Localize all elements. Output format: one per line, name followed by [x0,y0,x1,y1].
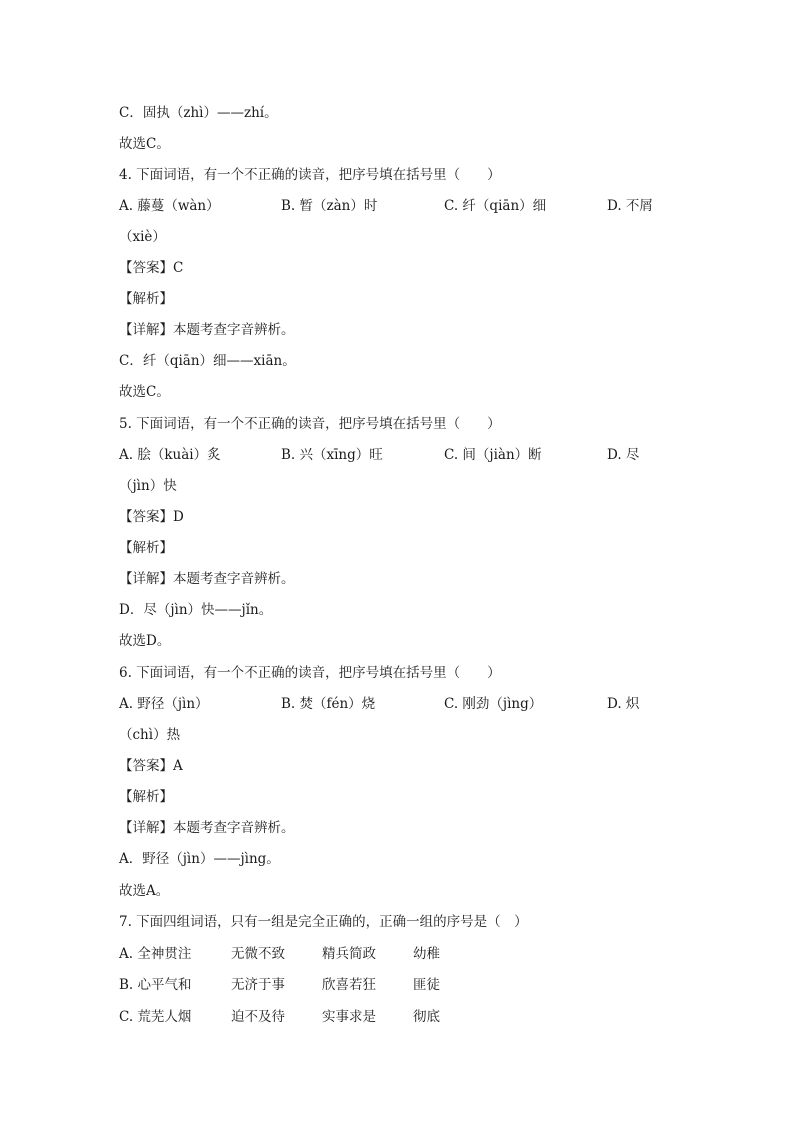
detail-label: 【详解】本题考查字音辨析。 [119,322,295,338]
question-4: 4. 下面词语，有一个不正确的读音，把序号填在括号里（ ） [119,167,501,183]
detail-label: 【详解】本题考查字音辨析。 [119,820,295,836]
option-a: A. 脍（kuài）炙 [119,447,221,463]
option-d-continued: （chì）热 [119,727,181,743]
explanation-line: C．纤（qiān）细——xiān。 [119,353,296,369]
option-a: A. 藤蔓（wàn） [119,198,220,214]
word-group: 欣喜若狂 [322,977,376,993]
explanation-line: A．野径（jìn）——jìng。 [119,851,280,867]
option-a: A. 野径（jìn） [119,696,209,712]
word-group: 彻底 [413,1009,440,1025]
answer-choice-line: 故选C。 [119,384,170,400]
option-c: C. 纤（qiān）细 [444,198,547,214]
word-group: 精兵简政 [322,946,376,962]
option-d: D. 尽 [607,447,640,463]
question-5: 5. 下面词语，有一个不正确的读音，把序号填在括号里（ ） [119,416,501,432]
option-d-continued: （xiè） [119,229,166,245]
answer-choice-line: 故选C。 [119,136,170,152]
answer-label: 【答案】A [119,758,183,774]
option-c: C. 刚劲（jìng） [444,696,543,712]
word-group: 无微不致 [231,946,285,962]
question-6: 6. 下面词语，有一个不正确的读音，把序号填在括号里（ ） [119,665,501,681]
option-d-continued: （jìn）快 [119,478,177,494]
option-d: D. 不屑 [607,198,653,214]
option-c: C. 间（jiàn）断 [444,447,542,463]
detail-label: 【详解】本题考查字音辨析。 [119,571,295,587]
word-group: 幼稚 [413,946,440,962]
option-b: B. 焚（fén）烧 [281,696,376,712]
answer-label: 【答案】C [119,260,184,276]
word-group: C. 荒芜人烟 [119,1009,192,1025]
analysis-label: 【解析】 [119,540,173,556]
explanation-line: D．尽（jìn）快——jǐn。 [119,602,273,618]
answer-label: 【答案】D [119,509,184,525]
option-b: B. 兴（xīng）旺 [281,447,383,463]
word-group: 匪徒 [413,977,440,993]
word-group: 无济于事 [231,977,285,993]
word-group: A. 全神贯注 [119,946,192,962]
explanation-line: C．固执（zhì）——zhí。 [119,105,278,121]
answer-choice-line: 故选D。 [119,633,171,649]
option-d: D. 炽 [607,696,640,712]
option-b: B. 暂（zàn）时 [281,198,378,214]
answer-choice-line: 故选A。 [119,883,170,899]
word-group: 实事求是 [322,1009,376,1025]
analysis-label: 【解析】 [119,291,173,307]
question-7: 7. 下面四组词语，只有一组是完全正确的，正确一组的序号是（ ） [119,914,528,930]
analysis-label: 【解析】 [119,789,173,805]
word-group: B. 心平气和 [119,977,192,993]
word-group: 迫不及待 [231,1009,285,1025]
